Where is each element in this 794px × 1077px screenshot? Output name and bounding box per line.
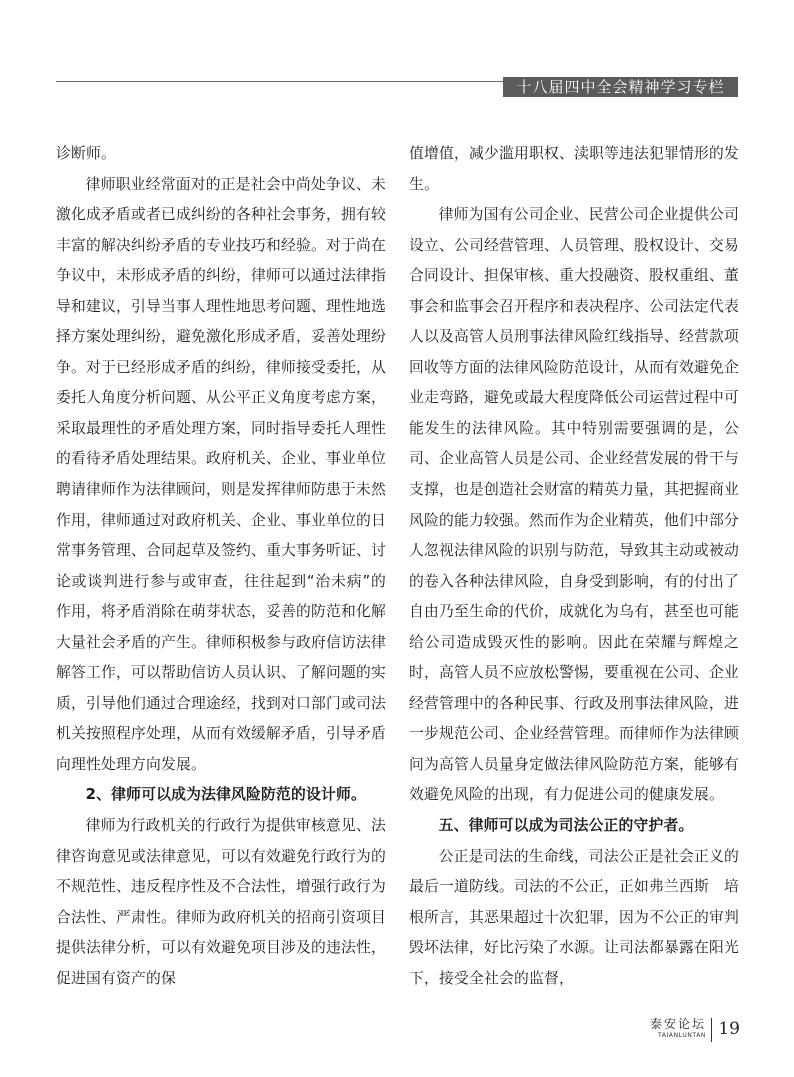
section-heading: 五、律师可以成为司法公正的守护者。: [438, 817, 694, 835]
journal-pinyin: TAIANLUNTAN: [658, 1032, 706, 1039]
left-column: [56, 139, 386, 1019]
section-header: [503, 77, 738, 97]
paragraph: 公正是司法的生命线，司法公正是社会正义的最后一道防线。司法的不公正，正如弗兰西斯 培根所言，其恶果超过十次犯罪，因为不公正的审判毁坏法律，好比污染了水源。让司法都暴露在阳光下，接受全社会的监督，: [409, 847, 739, 987]
page-footer: [628, 1017, 740, 1045]
paragraph: 诊断师。: [56, 145, 116, 162]
section-heading: 2、律师可以成为法律风险防范的设计师。: [85, 786, 367, 804]
footer-divider: [711, 1018, 712, 1042]
journal-name: 泰安论坛: [649, 1017, 706, 1031]
paragraph: 值增值，减少滥用职权、渎职等违法犯罪情形的发生。: [409, 145, 739, 193]
page-number: 19: [718, 1019, 740, 1039]
paragraph: 律师为国有公司企业、民营公司企业提供公司设立、公司经营管理、人员管理、股权设计、交易合同设计、担保审核、重大投融资、股权重组、董事会和监事会召开程序和表决程序、公司法定代表人以及高管人员刑事法律风险红线指导、经营款项回收等方面的法律风险防范设计，从而有效避免企业走弯路，避免或最大程度降低公司运营过程中可能发生的法律风险。其中特别需要强调的是，公司、企业高管人员是公司、企业经营发展的骨干与支撑，也是创造社会财富的精英力量，其把握商业风险的能力较强。然而作为企业精英，他们中部分人忽视法律风险的识别与防范，导致其主动或被动的卷入各种法律风险，自身受到影响，有的付出了自由乃至生命的代价，成就化为乌有，甚至也可能给公司造成毁灭性的影响。因此在荣耀与辉煌之时，高管人员不应放松警惕，要重视在公司、企业经营管理中的各种民事、行政及刑事法律风险，进一步规范公司、企业经营管理。而律师作为法律顾问为高管人员量身定做法律风险防范方案，能够有效避免风险的出现，有力促进公司的健康发展。: [409, 206, 739, 804]
paragraph: 律师职业经常面对的正是社会中尚处争议、未激化成矛盾或者已成纠纷的各种社会事务，拥有较丰富的解决纠纷矛盾的专业技巧和经验。对于尚在争议中，未形成矛盾的纠纷，律师可以通过法律指导和建议，引导当事人理性地思考问题、理性地选择方案处理纠纷，避免激化形成矛盾，妥善处理纷争。对于已经形成矛盾的纠纷，律师接受委托，从委托人角度分析问题、从公平正义角度考虑方案，采取最理性的矛盾处理方案，同时指导委托人理性的看待矛盾处理结果。政府机关、企业、事业单位聘请律师作为法律顾问，则是发挥律师防患于未然作用，律师通过对政府机关、企业、事业单位的日常事务管理、合同起草及签约、重大事务听证、讨论或谈判进行参与或审查，往往起到“治未病”的作用，将矛盾消除在萌芽状态，妥善的防范和化解大量社会矛盾的产生。律师积极参与政府信访法律解答工作，可以帮助信访人员认识、了解问题的实质，引导他们通过合理途经，找到对口部门或司法机关按照程序处理，从而有效缓解矛盾，引导矛盾向理性处理方向发展。: [56, 175, 386, 773]
section-title: 十八届四中全会精神学习专栏: [516, 78, 725, 96]
paragraph: 律师为行政机关的行政行为提供审核意见、法律咨询意见或法律意见，可以有效避免行政行为的不规范性、违反程序性及不合法性，增强行政行为合法性、严肃性。律师为政府机关的招商引资项目提供法律分析，可以有效避免项目涉及的违法性，促进国有资产的保: [56, 817, 386, 987]
right-column: [409, 139, 739, 1019]
